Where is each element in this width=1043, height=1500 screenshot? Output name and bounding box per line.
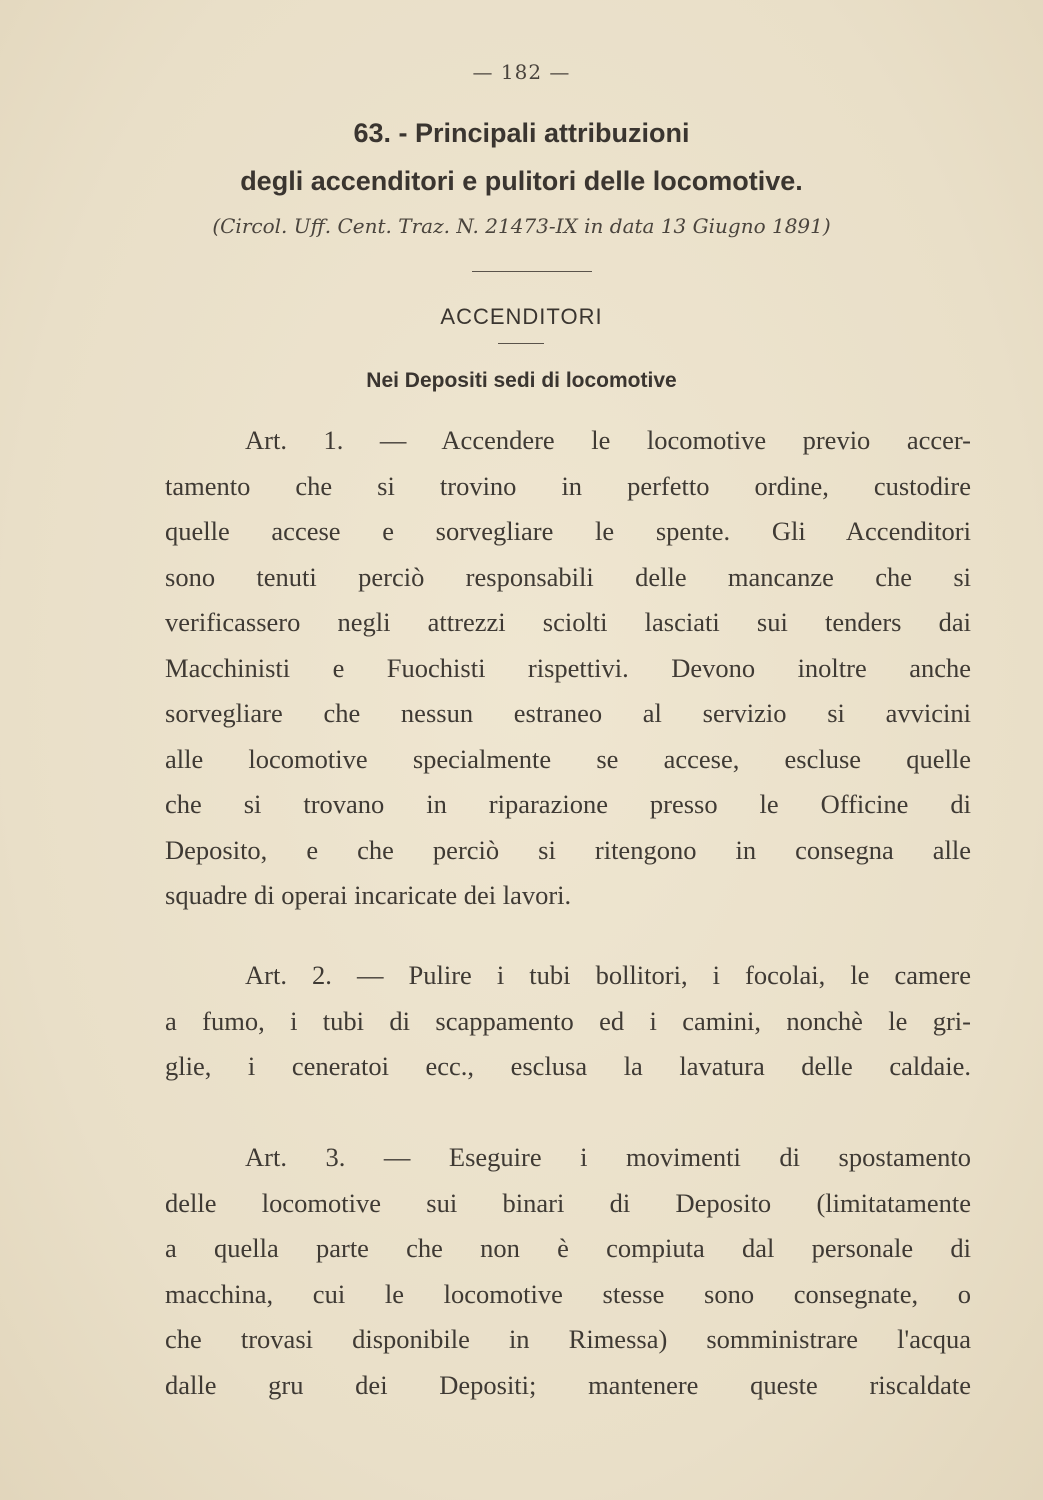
text-line: delle locomotive sui binari di Deposito (limitatamente: [165, 1187, 971, 1218]
article-1: [165, 418, 971, 919]
chapter-title-line-2: degli accenditori e pulitori delle locomotive.: [240, 166, 803, 196]
text-line: squadre di operai incaricate dei lavori.: [165, 880, 572, 910]
text-line: dalle gru dei Depositi; mantenere queste riscaldate: [165, 1369, 971, 1400]
article-2: [165, 953, 971, 1090]
text-line: che trovasi disponibile in Rimessa) somministrare l'acqua: [165, 1324, 971, 1354]
text-line: tamento che si trovino in perfetto ordine, custodire: [165, 470, 971, 501]
divider-rule: [472, 271, 592, 272]
text-line: che si trovano in riparazione presso le Officine di: [165, 789, 971, 819]
article-3: [165, 1135, 971, 1408]
text-line: macchina, cui le locomotive stesse sono consegnate, o: [165, 1278, 971, 1309]
text-line: glie, i ceneratoi ecc., esclusa la lavatura delle caldaie.: [165, 1051, 971, 1081]
text-line: quelle accese e sorvegliare le spente. Gli Accenditori: [165, 516, 971, 546]
section-heading: ACCENDITORI: [440, 304, 603, 329]
text-line: sorvegliare che nessun estraneo al servizio si avvicini: [165, 698, 971, 728]
text-line: verificassero negli attrezzi sciolti lasciati sui tenders dai: [165, 607, 971, 637]
text-line: a fumo, i tubi di scappamento ed i camini, nonchè le gri-: [165, 1005, 971, 1036]
text-line: Art. 3. — Eseguire i movimenti di spostamento: [245, 1142, 971, 1172]
circular-reference: (Circol. Uff. Cent. Traz. N. 21473-IX in data 13 Giugno 1891): [212, 214, 831, 238]
text-line: sono tenuti perciò responsabili delle mancanze che si: [165, 561, 971, 592]
text-line: a quella parte che non è compiuta dal personale di: [165, 1233, 971, 1263]
chapter-title-line-1: 63. - Principali attribuzioni: [353, 118, 690, 148]
divider-rule-short: [498, 343, 544, 344]
text-line: Deposito, e che perciò si ritengono in consegna alle: [165, 834, 971, 865]
subheading: Nei Depositi sedi di locomotive: [366, 369, 677, 392]
text-line: Macchinisti e Fuochisti rispettivi. Devono inoltre anche: [165, 652, 971, 683]
text-line: Art. 1. — Accendere le locomotive previo accer-: [245, 425, 971, 455]
text-line: Art. 2. — Pulire i tubi bollitori, i focolai, le camere: [245, 960, 971, 990]
text-line: alle locomotive specialmente se accese, escluse quelle: [165, 743, 971, 774]
page-number: — 182 —: [472, 60, 571, 84]
